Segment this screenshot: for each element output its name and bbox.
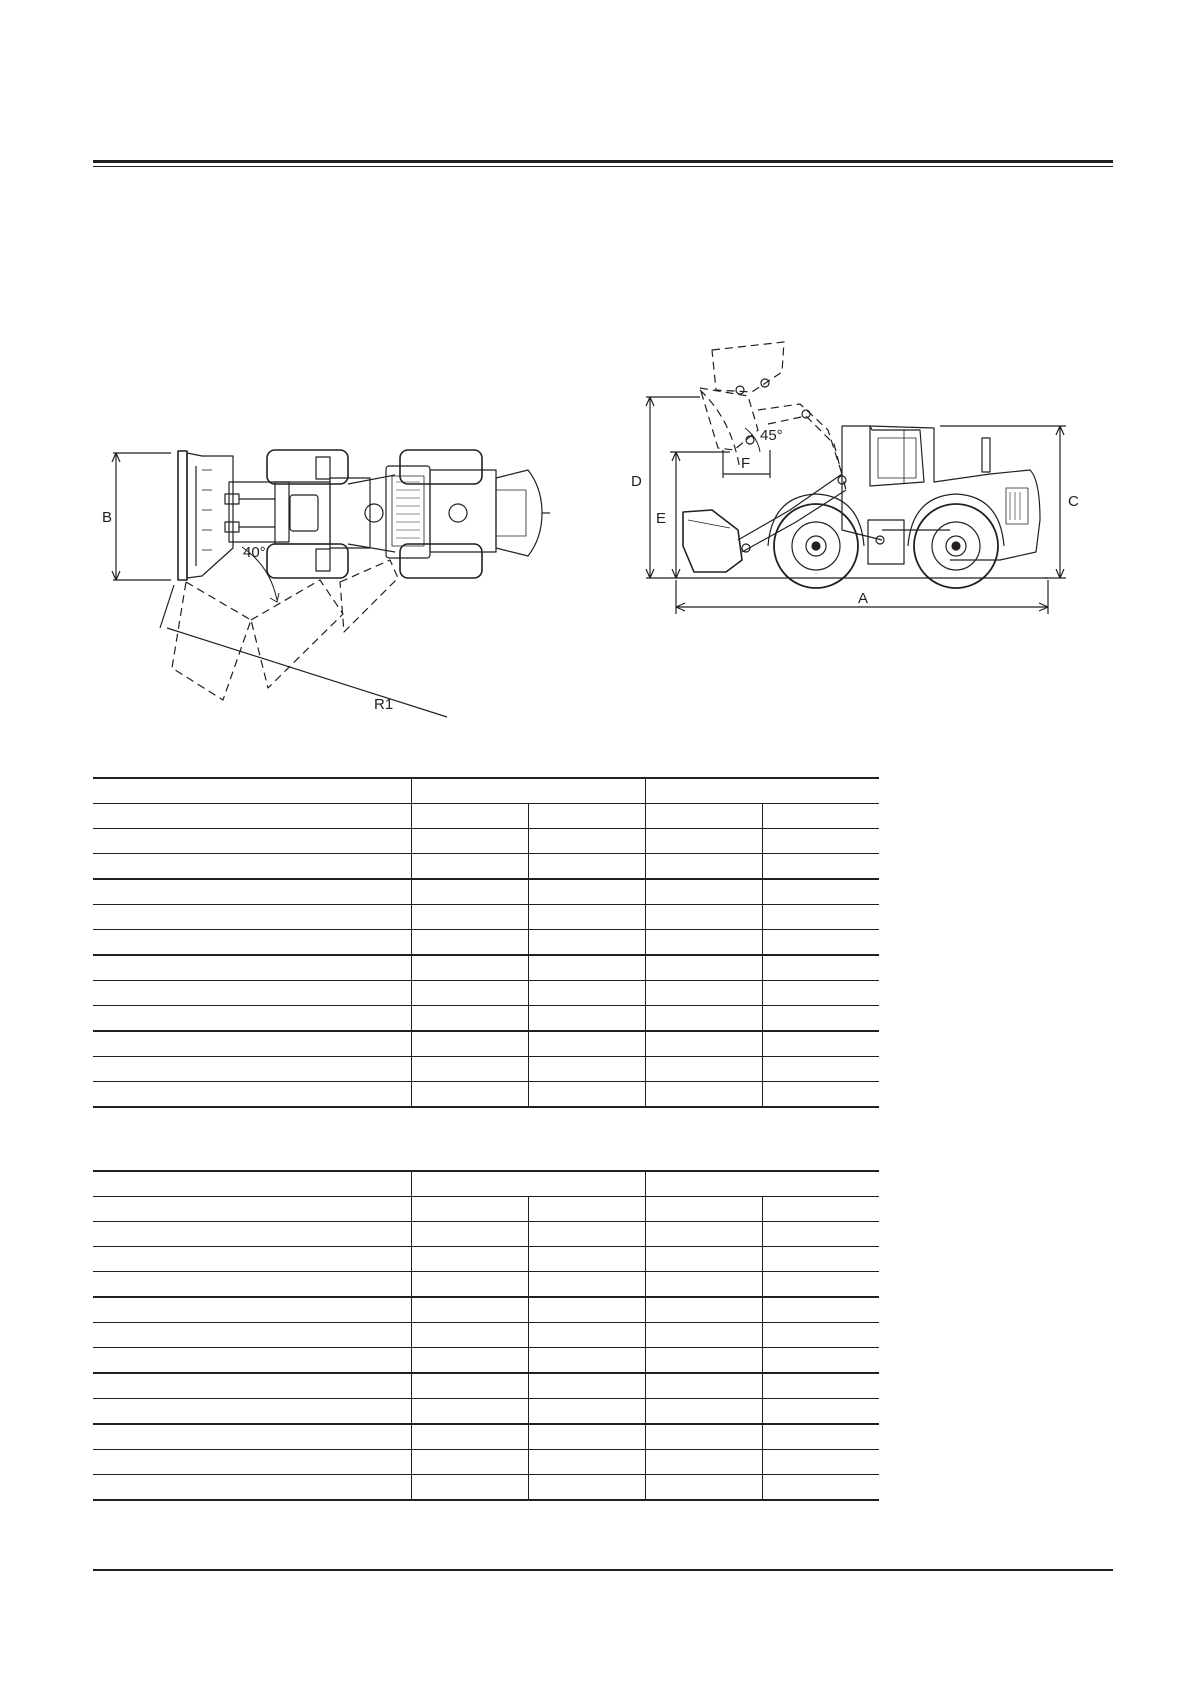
table-row: [93, 1031, 879, 1057]
table-cell: [93, 1424, 411, 1450]
table-row: [93, 981, 879, 1006]
table-row: [93, 829, 879, 854]
table-row: [93, 955, 879, 981]
table-cell: [645, 1247, 762, 1272]
articulation-angle-label: 40°: [243, 544, 266, 561]
table-row: [93, 1424, 879, 1450]
table-cell: [411, 1399, 528, 1425]
table-cell: [762, 1197, 879, 1222]
table-cell: [411, 1450, 528, 1475]
table-cell: [528, 1222, 645, 1247]
table-row: [93, 1272, 879, 1298]
table-cell: [411, 1323, 528, 1348]
table-cell: [645, 1006, 762, 1032]
dump-clearance-label: E: [656, 510, 667, 527]
table-cell: [411, 1031, 528, 1057]
table-cell: [645, 1222, 762, 1247]
table-cell: [645, 930, 762, 956]
table-cell: [645, 778, 879, 804]
table-cell: [645, 1475, 762, 1501]
table-cell: [411, 905, 528, 930]
table-cell: [762, 955, 879, 981]
table-row: [93, 930, 879, 956]
table-cell: [411, 1272, 528, 1298]
table-cell: [411, 829, 528, 854]
table-cell: [411, 1171, 645, 1197]
table-row: [93, 1222, 879, 1247]
table-row: [93, 1450, 879, 1475]
table-row: [93, 1399, 879, 1425]
table-cell: [528, 1373, 645, 1399]
table-cell: [528, 955, 645, 981]
table-cell: [645, 1373, 762, 1399]
table-cell: [93, 1399, 411, 1425]
table-cell: [93, 778, 411, 804]
table-cell: [93, 1197, 411, 1222]
table-cell: [411, 930, 528, 956]
table-cell: [528, 879, 645, 905]
table-cell: [93, 930, 411, 956]
table-cell: [411, 1057, 528, 1082]
table-cell: [762, 804, 879, 829]
loader-top-view: [102, 450, 550, 717]
table-cell: [93, 905, 411, 930]
table-cell: [411, 1424, 528, 1450]
table-cell: [411, 1373, 528, 1399]
table-cell: [645, 1450, 762, 1475]
table-cell: [762, 829, 879, 854]
table-cell: [645, 905, 762, 930]
table-cell: [528, 1197, 645, 1222]
table-cell: [411, 804, 528, 829]
table-cell: [528, 1006, 645, 1032]
table-cell: [528, 1399, 645, 1425]
table-row: [93, 778, 879, 804]
table-cell: [645, 1399, 762, 1425]
table-row: [93, 1171, 879, 1197]
table-cell: [411, 1348, 528, 1374]
table-cell: [93, 1057, 411, 1082]
table-cell: [645, 1082, 762, 1108]
loader-dimension-figure: [0, 0, 1191, 740]
table-row: [93, 854, 879, 880]
table-cell: [93, 1323, 411, 1348]
table-row: [93, 1247, 879, 1272]
table-cell: [93, 981, 411, 1006]
table-cell: [645, 1171, 879, 1197]
table-cell: [93, 955, 411, 981]
turning-radius-label: R1: [374, 696, 394, 713]
table-cell: [645, 1031, 762, 1057]
table-cell: [762, 1006, 879, 1032]
table-cell: [645, 1197, 762, 1222]
table-cell: [645, 804, 762, 829]
table-cell: [645, 829, 762, 854]
table-cell: [762, 905, 879, 930]
table-cell: [762, 1057, 879, 1082]
table-cell: [528, 854, 645, 880]
table-cell: [762, 1399, 879, 1425]
table-cell: [411, 879, 528, 905]
table-cell: [645, 1424, 762, 1450]
table-cell: [93, 1348, 411, 1374]
spec-table-1: [93, 777, 879, 1108]
dump-reach-label: F: [741, 455, 751, 472]
table-cell: [528, 829, 645, 854]
table-cell: [528, 1424, 645, 1450]
table-row: [93, 1197, 879, 1222]
table-cell: [93, 804, 411, 829]
table-cell: [411, 854, 528, 880]
table-cell: [645, 981, 762, 1006]
table-cell: [93, 1272, 411, 1298]
dump-angle-label: 45°: [760, 427, 783, 444]
table-cell: [762, 1082, 879, 1108]
table-cell: [93, 854, 411, 880]
table-cell: [93, 1450, 411, 1475]
table-cell: [93, 1297, 411, 1323]
table-cell: [93, 879, 411, 905]
table-cell: [762, 1475, 879, 1501]
overall-length-label: A: [858, 590, 869, 607]
table-cell: [645, 1348, 762, 1374]
table-cell: [528, 1272, 645, 1298]
table-cell: [762, 1297, 879, 1323]
table-cell: [762, 930, 879, 956]
table-cell: [645, 879, 762, 905]
table-cell: [93, 1082, 411, 1108]
table-cell: [93, 1006, 411, 1032]
table-cell: [411, 1222, 528, 1247]
table-cell: [411, 1006, 528, 1032]
table-cell: [411, 1475, 528, 1501]
table-cell: [93, 1171, 411, 1197]
table-cell: [645, 955, 762, 981]
table-cell: [762, 1373, 879, 1399]
lift-height-label: D: [631, 473, 642, 490]
table-row: [93, 1323, 879, 1348]
table-cell: [528, 1082, 645, 1108]
overall-height-label: C: [1068, 493, 1079, 510]
width-dimension-label: B: [102, 509, 113, 526]
table-cell: [528, 1323, 645, 1348]
loader-side-view: [631, 342, 1079, 614]
table-cell: [411, 1197, 528, 1222]
table-row: [93, 804, 879, 829]
table-cell: [528, 1297, 645, 1323]
table-cell: [762, 1247, 879, 1272]
table-row: [93, 1297, 879, 1323]
table-cell: [528, 905, 645, 930]
table-cell: [762, 981, 879, 1006]
table-cell: [645, 1057, 762, 1082]
table-cell: [528, 1450, 645, 1475]
table-row: [93, 1057, 879, 1082]
table-cell: [528, 804, 645, 829]
table-cell: [411, 955, 528, 981]
table-cell: [645, 1323, 762, 1348]
table-cell: [93, 1247, 411, 1272]
table-cell: [528, 1247, 645, 1272]
table-cell: [645, 854, 762, 880]
table-row: [93, 905, 879, 930]
table-row: [93, 1348, 879, 1374]
table-cell: [411, 1247, 528, 1272]
table-cell: [762, 1424, 879, 1450]
table-cell: [528, 1031, 645, 1057]
table-cell: [762, 879, 879, 905]
table-cell: [528, 981, 645, 1006]
table-cell: [93, 1222, 411, 1247]
table-cell: [762, 854, 879, 880]
table-row: [93, 1373, 879, 1399]
table-row: [93, 1475, 879, 1501]
table-cell: [528, 930, 645, 956]
table-row: [93, 879, 879, 905]
table-cell: [645, 1272, 762, 1298]
table-cell: [93, 1031, 411, 1057]
table-cell: [93, 829, 411, 854]
table-cell: [762, 1348, 879, 1374]
table-cell: [411, 981, 528, 1006]
table-cell: [411, 1082, 528, 1108]
table-row: [93, 1006, 879, 1032]
table-cell: [528, 1348, 645, 1374]
table-cell: [411, 1297, 528, 1323]
table-cell: [93, 1373, 411, 1399]
footer-rule: [93, 1569, 1113, 1571]
table-cell: [762, 1031, 879, 1057]
table-cell: [528, 1057, 645, 1082]
table-cell: [645, 1297, 762, 1323]
table-cell: [762, 1222, 879, 1247]
table-cell: [528, 1475, 645, 1501]
table-cell: [762, 1323, 879, 1348]
table-cell: [762, 1450, 879, 1475]
table-cell: [93, 1475, 411, 1501]
table-cell: [762, 1272, 879, 1298]
table-row: [93, 1082, 879, 1108]
table-cell: [411, 778, 645, 804]
spec-table-2: [93, 1170, 879, 1501]
